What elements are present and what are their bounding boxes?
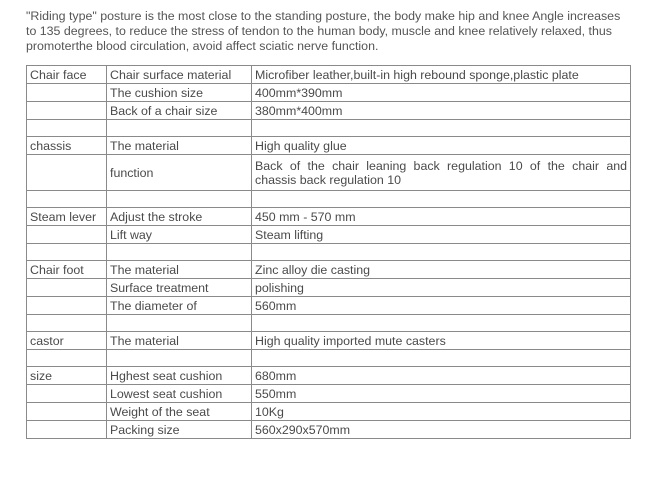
attr-cell: Packing size [107, 421, 252, 439]
attr-cell: The material [107, 332, 252, 350]
table-row [27, 332, 631, 350]
value-cell: Zinc alloy die casting [252, 261, 631, 279]
attr-cell: The cushion size [107, 84, 252, 102]
attr-cell: Back of a chair size [107, 102, 252, 120]
table-row [27, 155, 631, 191]
value-cell: polishing [252, 279, 631, 297]
empty-cell [27, 102, 107, 120]
table-row [27, 367, 631, 385]
value-cell: 680mm [252, 367, 631, 385]
value-cell: 380mm*400mm [252, 102, 631, 120]
table-row [27, 226, 631, 244]
value-cell: Back of the chair leaning back regulation 10 of the chair and chassis back regulation 10 [252, 155, 631, 191]
value-cell: 10Kg [252, 403, 631, 421]
value-cell: 550mm [252, 385, 631, 403]
value-cell: 560mm [252, 297, 631, 315]
attr-cell: Chair surface material [107, 66, 252, 84]
empty-cell [27, 84, 107, 102]
intro-paragraph: "Riding type" posture is the most close to the standing posture, the body make hip and knee Angle increases to 135 degrees, to reduce the stress of tendon to the human body, muscle and knee relatively relaxed, thus promoterthe blood circulation, avoid affect sciatic nerve function. [26, 9, 621, 53]
section-label: size [27, 367, 107, 385]
spacer-row [27, 350, 631, 367]
empty-cell [27, 421, 107, 439]
empty-cell [27, 155, 107, 191]
attr-cell: The diameter of [107, 297, 252, 315]
table-row [27, 84, 631, 102]
attr-cell: Lift way [107, 226, 252, 244]
table-row [27, 297, 631, 315]
table-row [27, 279, 631, 297]
value-cell: Microfiber leather,built-in high rebound sponge,plastic plate [252, 66, 631, 84]
value-cell: High quality glue [252, 137, 631, 155]
table-row [27, 261, 631, 279]
table-row [27, 208, 631, 226]
table-row [27, 421, 631, 439]
spacer-row [27, 120, 631, 137]
section-label: chassis [27, 137, 107, 155]
table-row [27, 66, 631, 84]
section-label: castor [27, 332, 107, 350]
spacer-row [27, 315, 631, 332]
spacer-row [27, 244, 631, 261]
attr-cell: Hghest seat cushion [107, 367, 252, 385]
table-row [27, 102, 631, 120]
attr-cell: Surface treatment [107, 279, 252, 297]
section-label: Chair face [27, 66, 107, 84]
attr-cell: The material [107, 261, 252, 279]
table-row [27, 137, 631, 155]
empty-cell [27, 403, 107, 421]
table-row [27, 385, 631, 403]
section-label: Steam lever [27, 208, 107, 226]
empty-cell [27, 279, 107, 297]
value-cell: 450 mm - 570 mm [252, 208, 631, 226]
spacer-row [27, 191, 631, 208]
table-row [27, 403, 631, 421]
empty-cell [27, 297, 107, 315]
attr-cell: Lowest seat cushion [107, 385, 252, 403]
empty-cell [27, 385, 107, 403]
value-cell: High quality imported mute casters [252, 332, 631, 350]
value-cell: 400mm*390mm [252, 84, 631, 102]
attr-cell: Adjust the stroke [107, 208, 252, 226]
value-cell: 560x290x570mm [252, 421, 631, 439]
attr-cell: The material [107, 137, 252, 155]
value-cell: Steam lifting [252, 226, 631, 244]
attr-cell: Weight of the seat [107, 403, 252, 421]
spec-table [26, 65, 631, 439]
section-label: Chair foot [27, 261, 107, 279]
attr-cell: function [107, 155, 252, 191]
empty-cell [27, 226, 107, 244]
